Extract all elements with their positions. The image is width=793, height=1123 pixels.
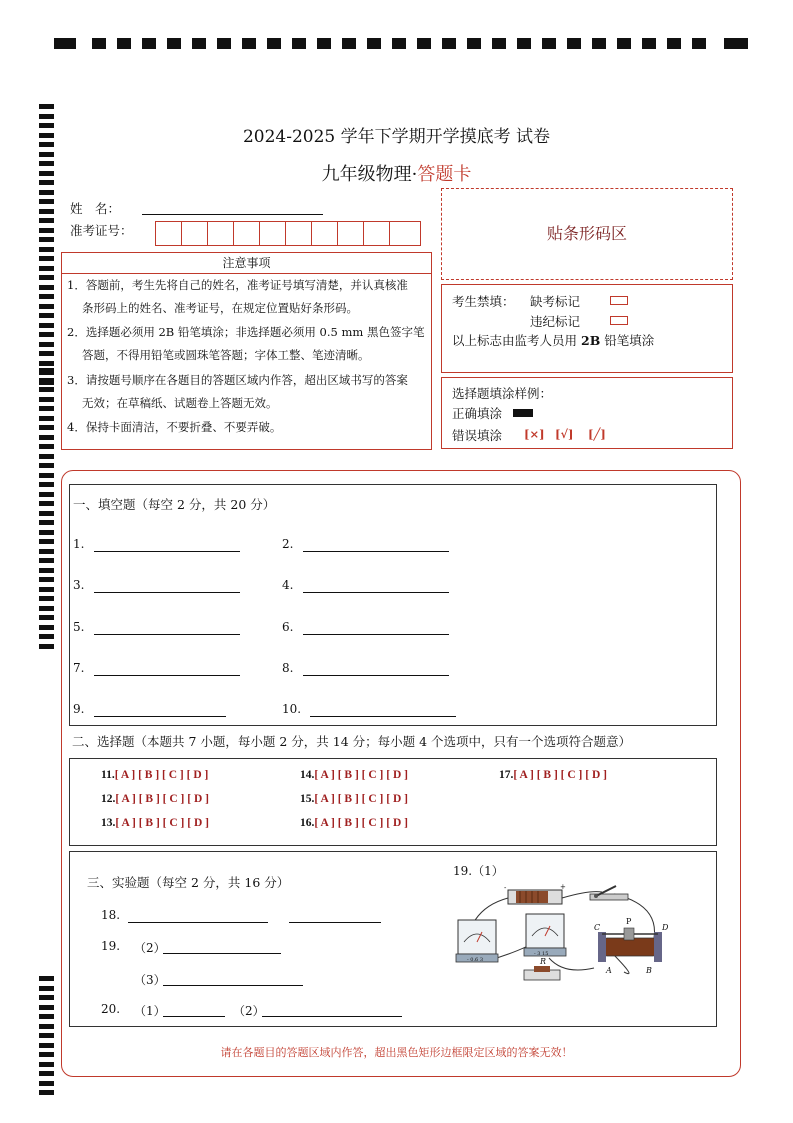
notice-item: 1．答题前，考生先将自己的姓名，准考证号填写清楚，并认真核准: [67, 278, 408, 292]
blank-row: 6.: [282, 620, 294, 634]
answer-line-4[interactable]: [303, 592, 449, 593]
resistor-label: R: [540, 957, 547, 966]
q19-label: 19.: [101, 939, 121, 953]
svg-text:- 3 15: - 3 15: [534, 951, 549, 957]
circuit-diagram: [454, 880, 674, 992]
q20-label: 20.: [101, 1002, 121, 1016]
timing-mark: [39, 397, 54, 402]
section2-box: [69, 758, 717, 846]
timing-mark: [39, 435, 54, 440]
examiner-note: 以上标志由监考人员用 2B 铅笔填涂: [452, 333, 655, 348]
rheostat-label-p: P: [626, 917, 632, 926]
figure-label: 19.（1）: [453, 864, 504, 878]
wrong-fill-label: 错误填涂: [452, 428, 503, 443]
timing-mark: [39, 114, 54, 119]
blank-row: 8.: [282, 661, 294, 675]
timing-mark: [39, 199, 54, 204]
fill-example-title: 选择题填涂样例：: [452, 386, 553, 401]
name-field[interactable]: [142, 201, 323, 215]
choice-question-11[interactable]: 11.[ A ] [ B ] [ C ] [ D ]: [101, 769, 209, 781]
timing-mark: [39, 596, 54, 601]
timing-mark: [39, 368, 54, 373]
timing-mark: [39, 520, 54, 525]
notice-item: 答题，不得用铅笔或圆珠笔答题；字体工整、笔迹清晰。: [82, 348, 370, 362]
timing-mark: [39, 644, 54, 649]
answer-line-1[interactable]: [94, 551, 240, 552]
timing-mark: [39, 577, 54, 582]
answer-card-label: 答题卡: [417, 164, 472, 185]
rheostat-label-c: C: [594, 923, 601, 932]
q20-part1-label: （1）: [134, 1004, 166, 1018]
battery-icon: [504, 883, 566, 904]
answer-line-3[interactable]: [94, 592, 240, 593]
id-number-boxes[interactable]: [155, 221, 421, 246]
answer-line-9[interactable]: [94, 716, 226, 717]
timing-mark: [39, 361, 54, 366]
id-cell[interactable]: [286, 222, 312, 245]
timing-mark: [39, 256, 54, 261]
barcode-label: 贴条形码区: [546, 224, 627, 243]
resistor-icon: [524, 966, 560, 980]
answer-line-10[interactable]: [310, 716, 456, 717]
timing-mark: [39, 228, 54, 233]
timing-mark: [39, 976, 54, 981]
timing-mark: [39, 323, 54, 328]
notice-item: 4．保持卡面清洁，不要折叠、不要弄破。: [67, 420, 282, 434]
timing-mark: [39, 463, 54, 468]
violation-mark-box[interactable]: [610, 316, 628, 325]
timing-mark: [39, 1005, 54, 1010]
timing-mark: [39, 568, 54, 573]
notice-item: 条形码上的姓名、准考证号，在规定位置贴好条形码。: [82, 301, 358, 315]
timing-mark: [39, 986, 54, 991]
q19-part2-line[interactable]: [163, 953, 281, 954]
svg-text:- 0.6 3: - 0.6 3: [467, 957, 484, 963]
id-cell[interactable]: [156, 222, 182, 245]
timing-mark: [39, 406, 54, 411]
timing-mark: [39, 606, 54, 611]
section3-title: 三、实验题（每空 2 分，共 16 分）: [87, 875, 290, 890]
section1-title: 一、填空题（每空 2 分，共 20 分）: [73, 497, 276, 512]
ammeter-icon: [524, 914, 566, 957]
footer-warning: 请在各题目的答题区域内作答，超出黑色矩形边框限定区域的答案无效！: [220, 1046, 573, 1059]
id-cell[interactable]: [364, 222, 390, 245]
rheostat-label-a: A: [606, 966, 612, 975]
q20-part2-label: （2）: [233, 1004, 265, 1018]
timing-mark: [39, 104, 54, 109]
q18-label: 18.: [101, 908, 121, 922]
timing-mark: [39, 454, 54, 459]
timing-mark: [39, 332, 54, 337]
timing-mark: [39, 492, 54, 497]
timing-mark: [39, 1071, 54, 1076]
notice-item: 无效；在草稿纸、试题卷上答题无效。: [82, 396, 278, 410]
timing-mark: [39, 511, 54, 516]
timing-mark: [39, 995, 54, 1000]
timing-mark: [39, 501, 54, 506]
id-cell[interactable]: [312, 222, 338, 245]
choice-question-16[interactable]: 16.[ A ] [ B ] [ C ] [ D ]: [300, 817, 408, 829]
q18-line-1[interactable]: [128, 922, 268, 923]
timing-mark: [39, 351, 54, 356]
id-cell[interactable]: [208, 222, 234, 245]
id-cell[interactable]: [390, 222, 419, 245]
exam-title: 2024-2025 学年下学期开学摸底考 试卷: [242, 127, 551, 147]
svg-text:+: +: [560, 883, 566, 891]
examiner-box: [441, 284, 733, 373]
notice-header: [61, 252, 432, 274]
blank-row: 5.: [73, 620, 85, 634]
wire: [549, 958, 594, 970]
voltmeter-icon: [456, 920, 498, 963]
rheostat-label-b: B: [646, 966, 652, 975]
timing-mark: [39, 1024, 54, 1029]
timing-mark: [39, 558, 54, 563]
timing-mark: [39, 625, 54, 630]
timing-mark: [39, 152, 54, 157]
choice-question-12[interactable]: 12.[ A ] [ B ] [ C ] [ D ]: [101, 793, 209, 805]
wrong-fill-sample: [×]: [524, 427, 545, 441]
absent-mark-box[interactable]: [610, 296, 628, 305]
notice-title: 注意事项: [222, 256, 271, 270]
absent-mark-label: 缺考标记: [530, 294, 581, 309]
switch-icon: [590, 886, 628, 900]
section3-box: [69, 851, 717, 1027]
timing-mark: [39, 1033, 54, 1038]
timing-mark: [39, 275, 54, 280]
subject-name: 九年级物理: [321, 164, 412, 185]
fill-example-box: [441, 377, 733, 449]
timing-mark: [39, 482, 54, 487]
timing-mark: [39, 266, 54, 271]
timing-mark: [39, 444, 54, 449]
name-label: 姓 名：: [70, 201, 121, 216]
timing-mark: [39, 387, 54, 392]
timing-mark: [39, 304, 54, 309]
timing-mark: [39, 587, 54, 592]
timing-mark: [39, 1014, 54, 1019]
choice-question-15[interactable]: 15.[ A ] [ B ] [ C ] [ D ]: [300, 793, 408, 805]
choice-question-14[interactable]: 14.[ A ] [ B ] [ C ] [ D ]: [300, 769, 408, 781]
blank-row: 3.: [73, 578, 85, 592]
blank-row: 4.: [282, 578, 294, 592]
timing-mark: [39, 1081, 54, 1086]
timing-mark: [39, 285, 54, 290]
q19-part3-line[interactable]: [163, 985, 303, 986]
id-cell[interactable]: [260, 222, 286, 245]
examiner-label: 考生禁填：: [452, 294, 515, 309]
answer-line-8[interactable]: [303, 675, 449, 676]
correct-fill-label: 正确填涂: [452, 406, 503, 421]
id-cell[interactable]: [234, 222, 260, 245]
section1-box: [69, 484, 717, 726]
blank-row: 9.: [73, 702, 85, 716]
section2-title: 二、选择题（本题共 7 小题，每小题 2 分，共 14 分；每小题 4 个选项中，只有一个选项符合题意）: [72, 734, 632, 749]
choice-question-17[interactable]: 17.[ A ] [ B ] [ C ] [ D ]: [499, 769, 607, 781]
timing-mark: [39, 473, 54, 478]
timing-mark: [39, 247, 54, 252]
timing-mark: [39, 1062, 54, 1067]
wrong-fill-sample: [╱]: [588, 427, 606, 441]
notice-box: [61, 273, 432, 450]
timing-mark: [39, 313, 54, 318]
q19-part2-label: （2）: [134, 941, 166, 955]
timing-mark: [39, 1090, 54, 1095]
timing-mark: [39, 209, 54, 214]
rheostat-icon: [598, 928, 662, 962]
svg-text:-: -: [504, 884, 507, 892]
correct-fill-sample: [513, 409, 533, 417]
q19-part3-label: （3）: [134, 973, 166, 987]
notice-item: 2．选择题必须用 2B 铅笔填涂；非选择题必须用 0.5 mm 黑色签字笔: [67, 325, 425, 339]
subtitle-separator: ·: [411, 164, 418, 185]
id-cell[interactable]: [182, 222, 208, 245]
q20-part1-line[interactable]: [163, 1016, 225, 1017]
blank-row: 2.: [282, 537, 294, 551]
timing-mark: [39, 634, 54, 639]
violation-mark-label: 违纪标记: [530, 314, 581, 329]
timing-mark: [39, 530, 54, 535]
blank-row: 1.: [73, 537, 85, 551]
timing-mark: [39, 218, 54, 223]
timing-mark: [39, 416, 54, 421]
timing-mark: [39, 237, 54, 242]
timing-mark: [39, 425, 54, 430]
exam-subtitle: [0, 160, 793, 186]
answer-line-2[interactable]: [303, 551, 449, 552]
id-label: 准考证号：: [70, 223, 133, 238]
id-cell[interactable]: [338, 222, 364, 245]
timing-mark: [39, 378, 54, 383]
choice-question-13[interactable]: 13.[ A ] [ B ] [ C ] [ D ]: [101, 817, 209, 829]
q18-line-2[interactable]: [289, 922, 381, 923]
timing-mark: [39, 615, 54, 620]
wrong-fill-sample: [√]: [555, 427, 574, 441]
q20-part2-line[interactable]: [262, 1016, 402, 1017]
answer-line-6[interactable]: [303, 634, 449, 635]
blank-row: 10.: [282, 702, 302, 716]
notice-item: 3．请按题号顺序在各题目的答题区域内作答，超出区域书写的答案: [67, 373, 408, 387]
rheostat-label-d: D: [662, 923, 669, 932]
timing-mark: [39, 342, 54, 347]
timing-mark: [39, 539, 54, 544]
blank-row: 7.: [73, 661, 85, 675]
timing-mark: [39, 190, 54, 195]
answer-line-5[interactable]: [94, 634, 240, 635]
timing-mark: [39, 549, 54, 554]
barcode-area: [441, 188, 733, 280]
answer-line-7[interactable]: [94, 675, 240, 676]
timing-mark: [39, 294, 54, 299]
